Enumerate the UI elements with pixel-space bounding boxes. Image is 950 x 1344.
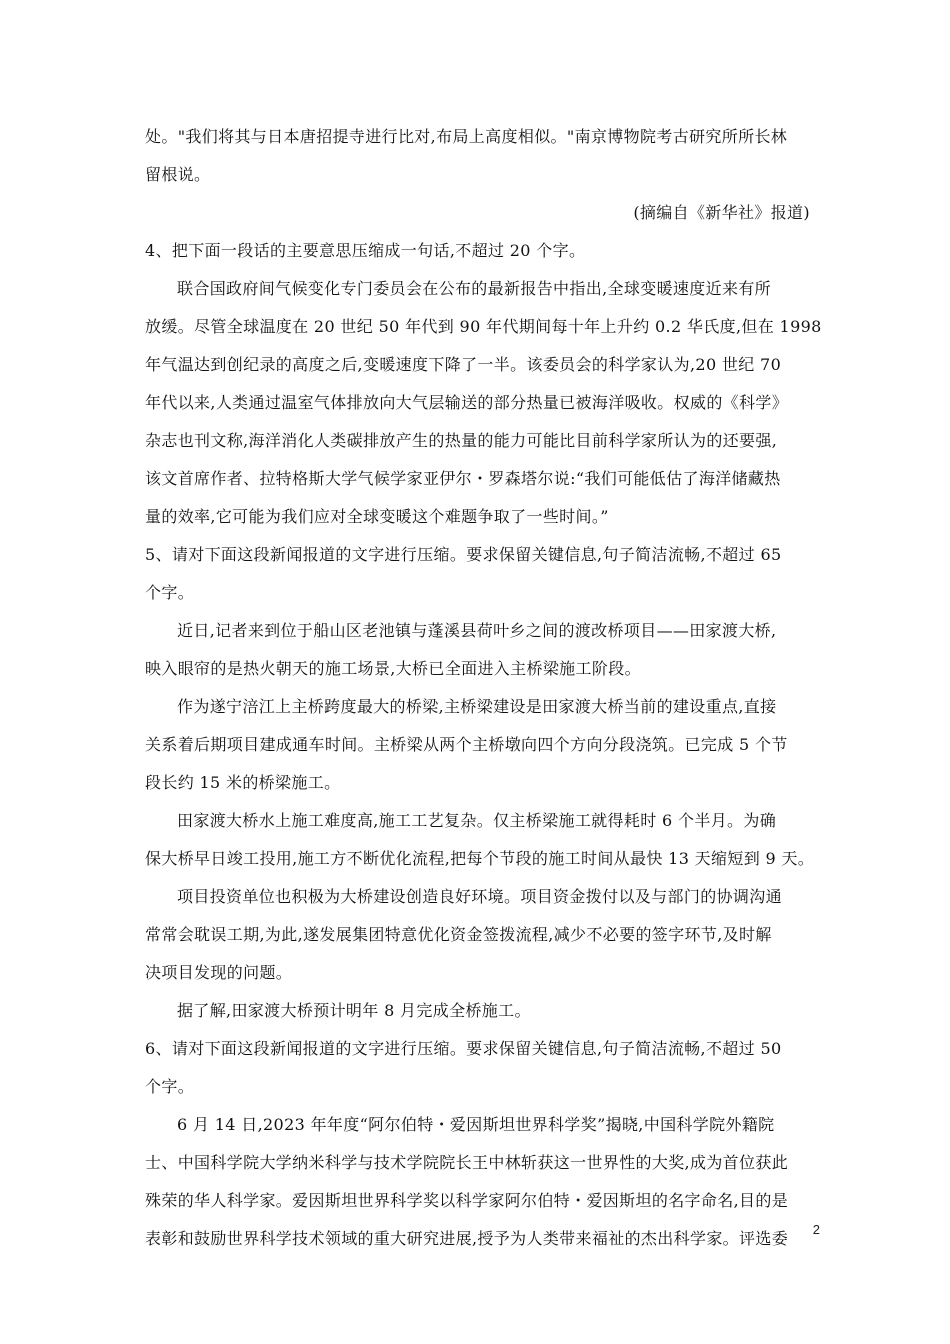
q5-paragraph-line: 据了解,田家渡大桥预计明年 8 月完成全桥施工。 [177,1001,531,1020]
question-6-prompt: 6、请对下面这段新闻报道的文字进行压缩。要求保留关键信息,句子简洁流畅,不超过 50 [145,1039,782,1058]
q6-paragraph-line: 表彰和鼓励世界科学技术领域的重大研究进展,授予为人类带来福祉的杰出科学家。评选委 [145,1229,789,1248]
q5-paragraph-line: 项目投资单位也积极为大桥建设创造良好环境。项目资金拨付以及与部门的协调沟通 [177,887,782,906]
q5-paragraph-line: 段长约 15 米的桥梁施工。 [145,773,341,792]
q5-paragraph-line: 关系着后期项目建成通车时间。主桥梁从两个主桥墩向四个方向分段浇筑。已完成 5 个节 [145,735,788,754]
source-attribution: (摘编自《新华社》报道) [633,203,810,222]
q4-paragraph-line: 杂志也刊文称,海洋消化人类碳排放产生的热量的能力可能比目前科学家所认为的还要强, [145,431,778,450]
question-5-prompt: 个字。 [145,583,195,602]
document-page [145,118,822,1258]
intro-line: 留根说。 [145,165,211,184]
q5-paragraph-line: 近日,记者来到位于船山区老池镇与蓬溪县荷叶乡之间的渡改桥项目——田家渡大桥, [177,621,777,640]
question-4-prompt: 4、把下面一段话的主要意思压缩成一句话,不超过 20 个字。 [145,241,586,260]
q4-paragraph-line: 年气温达到创纪录的高度之后,变暖速度下降了一半。该委员会的科学家认为,20 世纪 70 [145,355,782,374]
q4-paragraph-line: 联合国政府间气候变化专门委员会在公布的最新报告中指出,全球变暖速度近来有所 [177,279,772,298]
q6-paragraph-line: 士、中国科学院大学纳米科学与技术学院院长王中林斩获这一世界性的大奖,成为首位获此 [145,1153,789,1172]
q5-paragraph-line: 作为遂宁涪江上主桥跨度最大的桥梁,主桥梁建设是田家渡大桥当前的建设重点,直接 [177,697,777,716]
page-number: 2 [812,1222,820,1237]
q6-paragraph-line: 6 月 14 日,2023 年年度“阿尔伯特・爱因斯坦世界科学奖”揭晓,中国科学院外籍院 [177,1115,775,1134]
q5-paragraph-line: 映入眼帘的是热火朝天的施工场景,大桥已全面进入主桥梁施工阶段。 [145,659,641,678]
q4-paragraph-line: 该文首席作者、拉特格斯大学气候学家亚伊尔・罗森塔尔说:“我们可能低估了海洋储藏热 [145,469,781,488]
q5-paragraph-line: 常常会耽误工期,为此,遂发展集团特意优化资金签拨流程,减少不必要的签字环节,及时解 [145,925,772,944]
question-5-prompt: 5、请对下面这段新闻报道的文字进行压缩。要求保留关键信息,句子简洁流畅,不超过 65 [145,545,782,564]
question-6-prompt: 个字。 [145,1077,195,1096]
q4-paragraph-line: 年代以来,人类通过温室气体排放向大气层输送的部分热量已被海洋吸收。权威的《科学》 [145,393,789,412]
intro-line: 处。"我们将其与日本唐招提寺进行比对,布局上高度相似。"南京博物院考古研究所所长林 [145,127,788,146]
q5-paragraph-line: 田家渡大桥水上施工难度高,施工工艺复杂。仅主桥梁施工就得耗时 6 个半月。为确 [177,811,777,830]
q4-paragraph-line: 放缓。尽管全球温度在 20 世纪 50 年代到 90 年代期间每十年上升约 0.2 华氏度,但在 1998 [145,317,822,336]
q4-paragraph-line: 量的效率,它可能为我们应对全球变暖这个难题争取了一些时间。” [145,507,609,526]
q5-paragraph-line: 决项目发现的问题。 [145,963,293,982]
q6-paragraph-line: 殊荣的华人科学家。爱因斯坦世界科学奖以科学家阿尔伯特・爱因斯坦的名字命名,目的是 [145,1191,789,1210]
q5-paragraph-line: 保大桥早日竣工投用,施工方不断优化流程,把每个节段的施工时间从最快 13 天缩短到 9 天。 [145,849,815,868]
